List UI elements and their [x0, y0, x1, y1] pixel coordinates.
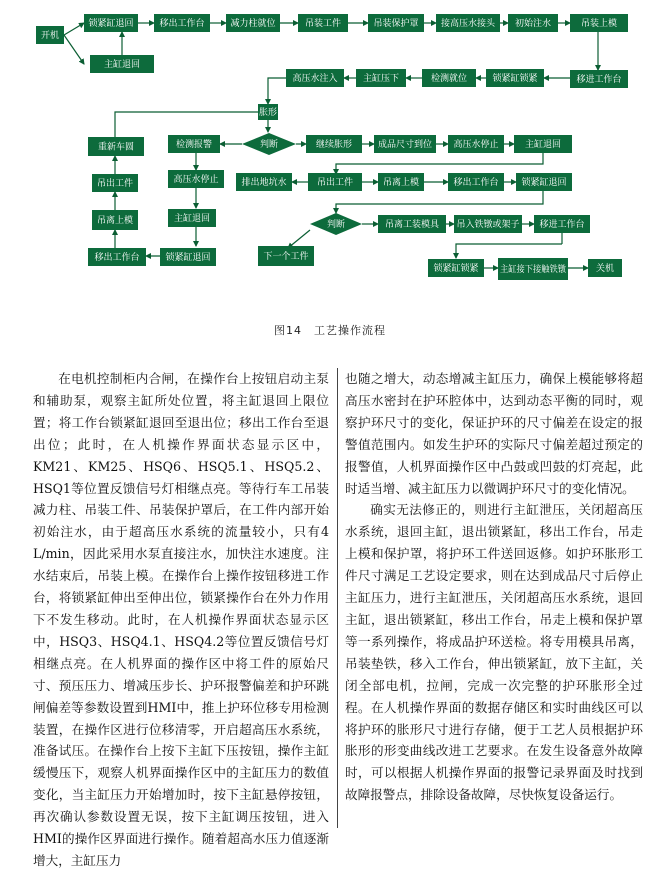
flow-box-label: 接高压水接头: [440, 19, 496, 30]
flow-decision-d-judge-2: [310, 213, 362, 235]
flow-box-b-lock-back: [84, 14, 138, 32]
flow-box-label: 开机: [40, 31, 60, 42]
flow-box-b-lock-back-3: [160, 248, 216, 266]
flow-box-b-main-back-3: [168, 209, 216, 227]
flow-box-b-hoist-work-1: [298, 14, 348, 32]
flow-box-b-drain: [236, 173, 292, 191]
flow-box-b-main-back-2: [514, 135, 572, 153]
flow-box-label: 检测就位: [430, 74, 468, 85]
flow-box-b-hoist-up-die-1: [570, 14, 628, 32]
flow-box-b-hoist-out-2: [308, 173, 362, 191]
flow-box-label: 主缸退回: [103, 60, 141, 71]
flow-box-b-hoist-off-die: [378, 173, 424, 191]
flow-box-label: 移出工作台: [159, 19, 205, 30]
flow-box-b-connect-hp: [436, 14, 500, 32]
flow-box-label: 吊离上模: [382, 178, 420, 189]
flow-box-label: 锁紧缸退回: [165, 253, 211, 264]
flow-box-label: 吊离工装模具: [384, 220, 440, 231]
flow-box-label: 吊出工件: [96, 179, 134, 190]
flow-box-b-continue-bulge: [306, 135, 362, 153]
flow-box-label: 吊装保护罩: [373, 19, 419, 30]
flow-box-label: 移进工作台: [539, 220, 585, 231]
flow-box-label: 锁紧缸退回: [521, 178, 567, 189]
flow-box-b-reduce-col: [226, 14, 280, 32]
flow-decision-label: 判断: [259, 140, 279, 151]
flow-box-label: 胀形: [258, 108, 278, 119]
flow-box-b-hoist-up-die-2: [92, 210, 138, 230]
flow-box-label: 主缸退回: [173, 214, 211, 225]
flow-box-label: 吊装上模: [580, 19, 618, 30]
flow-box-b-next-work: [258, 246, 314, 266]
flow-box-b-start: [36, 26, 64, 44]
flow-box-b-move-out-1: [154, 14, 210, 32]
flow-box-label: 吊入铁镦或架子: [456, 220, 520, 231]
flow-box-b-hoist-off-tool: [378, 215, 446, 233]
flow-box-label: 吊装工件: [304, 19, 342, 30]
flow-box-label: 关机: [595, 264, 615, 275]
flow-box-label: 排出地坑水: [241, 178, 287, 189]
flow-box-b-move-out-2: [448, 173, 504, 191]
process-flowchart: [0, 0, 660, 320]
flow-box-b-main-press: [356, 69, 406, 87]
paragraph: 在电机控制柜内合闸，在操作台上按钮启动主泵和辅助泵，观察主缸所处位置，将主缸退回上限位置；将工作台锁紧缸退回至退出位；移出工作台至退出位；此时，在人机操作界面状态显示区中，KM21、KM25、HSQ6、HSQ5.1、HSQ5.2、HSQ1等位置反馈信号灯相继点亮。等待行车工吊装减力柱、吊装工件、吊装保护罩后，在工件内部开始初始注水，由于超高压水系统的流量较小，只有4 L/min，因此采用水泵直接注水，加快注水速度。注水结束后，吊装上模。在操作台上操作按钮移进工作台，将锁紧缸伸出至伸出位，锁紧操作台在外力作用下不发生移动。此时，在人机操作界面状态显示区中，HSQ3、HSQ4.1、HSQ4.2等位置反馈信号灯相继点亮。在人机界面的操作区中将工件的原始尺寸、预压压力、增减压步长、护环报警偏差和护环跳闸偏差等参数设置到HMI中，推上护环位移专用检测装置，在操作区进行位移清零，开启超高压水系统，准备试压。在操作台上按下主缸下压按钮，操作主缸缓慢压下，观察人机界面操作区中的主缸压力的数值变化，当主缸压力开始增加时，按下主缸悬停按钮，再次确认参数设置无误，按下主缸调压按钮，进入HMI的操作区界面进行操作。随着超高水压力值逐渐增大，主缸压力: [33, 371, 329, 868]
flow-box-label: 锁紧缸锁紧: [433, 264, 479, 275]
flow-box-b-main-down: [498, 258, 573, 280]
flow-box-label: 继续胀形: [315, 140, 353, 151]
flow-box-label: 检测报警: [175, 140, 213, 151]
flow-box-label: 移出工作台: [94, 253, 140, 264]
flow-box-b-lock-lock-2: [428, 259, 484, 277]
flow-box-label: 高压水注入: [292, 74, 338, 85]
flow-box-label: 移出工作台: [453, 178, 499, 189]
flow-box-b-hp-stop-1: [448, 135, 504, 153]
flow-box-label: 高压水停止: [453, 140, 499, 151]
flow-box-label: 吊离上模: [96, 216, 134, 227]
flow-box-b-bulge: [258, 104, 278, 120]
flow-box-b-hoist-cover: [368, 14, 424, 32]
flow-box-b-init-water: [508, 14, 558, 32]
flow-box-label: 高压水停止: [173, 175, 219, 186]
flow-box-b-main-back: [90, 55, 154, 73]
flow-box-label: 主缸退回: [524, 140, 562, 151]
flow-box-b-lock-back-2: [516, 173, 572, 191]
flow-box-label: 主缸接下接触铁镦: [500, 265, 573, 276]
flow-decision-d-judge-1: [242, 133, 296, 155]
flow-box-b-move-out-3: [88, 248, 146, 266]
column-divider: [337, 368, 338, 828]
flow-box-label: 成品尺寸到位: [377, 140, 433, 151]
flow-box-b-move-in-1: [570, 70, 628, 88]
flow-box-b-hoist-out-work: [92, 174, 138, 192]
flow-box-label: 重新车圆: [97, 142, 135, 153]
body-text-left-column: [33, 368, 329, 872]
paragraph: 确实无法修正的，则进行主缸泄压，关闭超高压水系统，退回主缸，退出锁紧缸，移出工作台，吊走上模和保护罩，将护环工件送回返修。如护环胀形工件尺寸满足工艺设定要求，则在达到成品尺寸后停止主缸压力，进行主缸泄压，关闭超高压水系统，退回主缸，退出锁紧缸，移出工作台，吊走上模和保护罩等一系列操作，将成品护环送检。将专用模具吊离，吊装垫铁，移入工作台，伸出锁紧缸，放下主缸，关闭全部电机，拉闸，完成一次完整的护环胀形全过程。在人机操作界面的数据存储区和实时曲线区可以将护环的胀形尺寸进行存储，便于工艺人员根据护环胀形的形变曲线改进工艺要求。在发生设备意外故障时，可以根据人机操作界面的报警记录界面及时找到故障报警点，排除设备故障，尽快恢复设备运行。: [345, 502, 643, 803]
flow-box-b-hp-inject: [286, 69, 344, 87]
flow-decision-label: 判断: [326, 220, 346, 231]
figure-caption: 图14 工艺操作流程: [274, 324, 386, 337]
flow-box-b-hang-iron: [454, 215, 522, 233]
flow-box-b-shutdown: [588, 259, 622, 277]
flow-box-label: 主缸压下: [362, 74, 400, 85]
body-text-right-column: [345, 368, 643, 806]
flow-box-b-renew-die: [88, 137, 144, 156]
flow-box-label: 初始注水: [514, 19, 552, 30]
flow-box-label: 吊出工件: [316, 178, 354, 189]
paragraph: 也随之增大，动态增减主缸压力，确保上模能够将超高压水密封在护环腔体中，达到动态平衡的同时，观察护环尺寸的变化，保证护环的尺寸偏差在设定的报警值范围内。如发生护环的实际尺寸偏差超过预定的报警值，人机界面操作区中凸鼓或凹鼓的灯亮起，此时适当增、减主缸压力以微调护环尺寸的变化情况。: [345, 371, 643, 496]
flow-box-label: 锁紧缸锁紧: [492, 74, 538, 85]
flow-box-label: 减力柱就位: [230, 19, 276, 30]
flow-box-b-size-reached: [374, 135, 436, 153]
flow-box-label: 移进工作台: [576, 75, 622, 86]
flow-box-b-hp-stop-2: [168, 170, 224, 188]
flow-box-b-move-in-2: [534, 215, 590, 233]
flow-box-b-lock-cyl-lock: [486, 69, 544, 87]
flow-box-label: 锁紧缸退回: [88, 19, 134, 30]
flow-box-b-detect-ready: [422, 69, 476, 87]
flow-box-label: 下一个工件: [263, 252, 309, 263]
flow-box-b-detect-alarm: [168, 135, 220, 153]
